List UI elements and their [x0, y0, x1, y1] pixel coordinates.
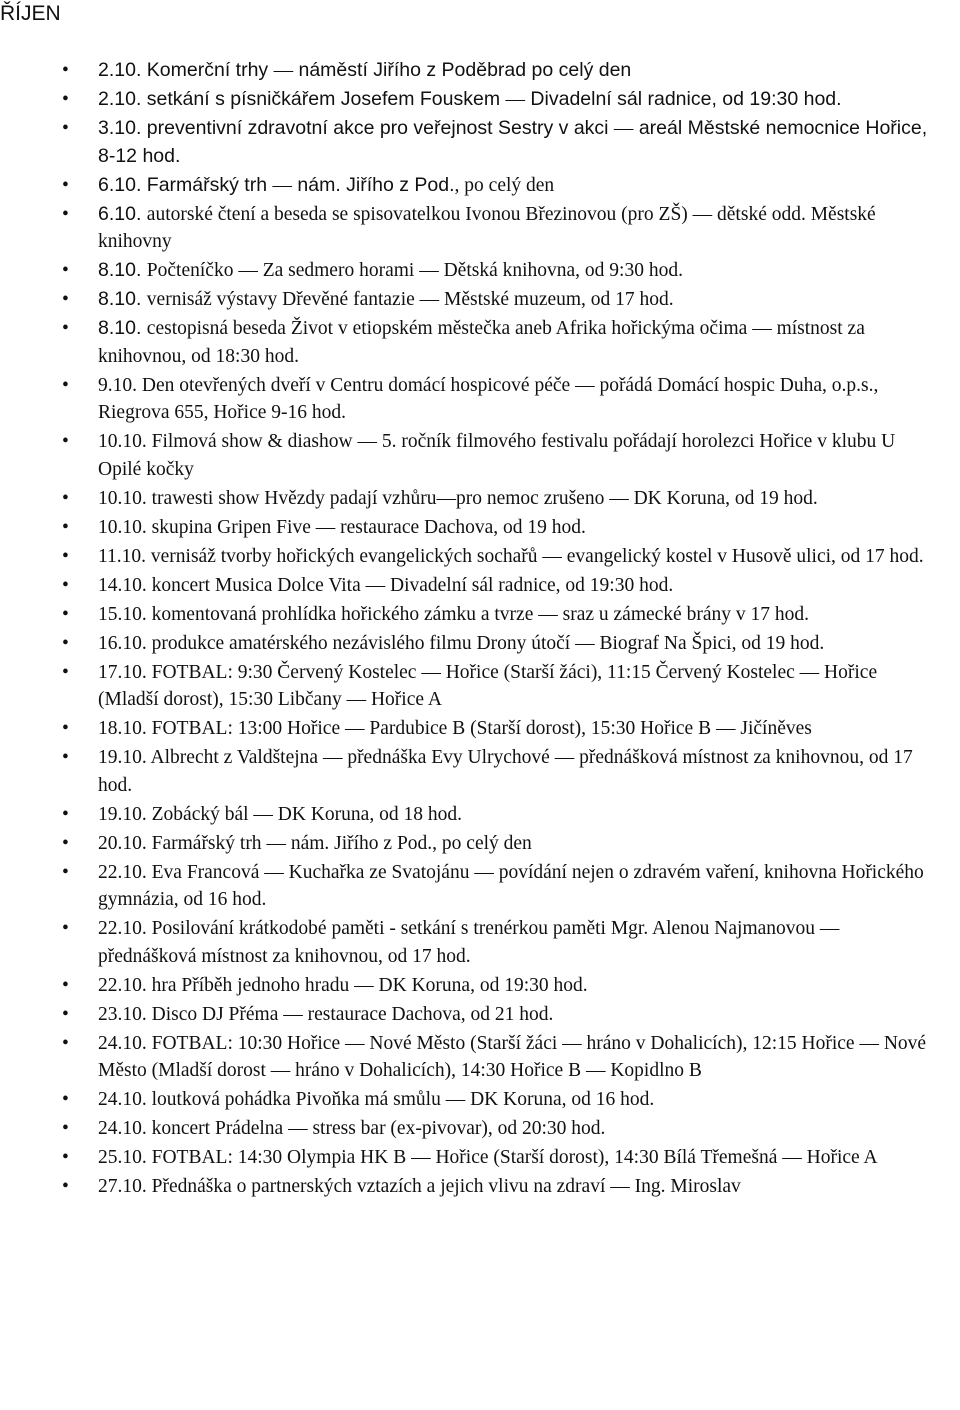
event-item — [0, 859, 960, 914]
event-text-segment: — — [270, 1060, 291, 1081]
event-text-segment: — — [610, 1176, 630, 1197]
event-text-segment: cestopisná beseda Život v etiopském městečka aneb Afrika hořickýma očima — [146, 318, 753, 339]
event-text-segment: — — [859, 1032, 879, 1054]
event-text-segment: — — [344, 1032, 365, 1054]
event-text — [98, 604, 809, 625]
event-text-segment: — — [613, 118, 634, 139]
event-text-segment: — — [273, 60, 294, 81]
bullet-icon: • — [62, 260, 69, 281]
bullet-icon: • — [62, 431, 69, 452]
event-text-segment: Biograf Na Špici, od 19 hod. — [594, 632, 825, 654]
bullet-icon: • — [62, 318, 69, 339]
event-item — [0, 372, 960, 427]
event-text — [98, 833, 532, 854]
bullet-icon: • — [62, 747, 69, 768]
event-text-segment: 20.10. Farmářský trh — [98, 832, 267, 854]
event-text-segment: 23.10. Disco DJ Přéma — [98, 1003, 284, 1025]
event-text-segment: 16.10. produkce amatérského nezávislého filmu Drony útočí — [98, 632, 576, 654]
event-text-segment: Pardubice B (Starší dorost), 15:30 Hořice B — [364, 718, 716, 739]
event-item — [0, 601, 960, 629]
event-text-segment: Nové Město (Starší žáci — [364, 1032, 563, 1054]
event-item — [0, 172, 960, 200]
event-text-segment: Ing. Miroslav — [629, 1176, 741, 1197]
event-text-segment: — — [542, 545, 562, 567]
event-text — [98, 1004, 553, 1025]
event-text-segment: 10.10. Filmová show & diashow — [98, 431, 358, 452]
event-item — [0, 972, 960, 1000]
event-text-segment: — — [421, 661, 441, 683]
event-text-segment: evangelický kostel v Husově ulici, od 17 hod. — [561, 545, 924, 567]
event-text-segment: 15.10. komentovaná prohlídka hořického zámku a tvrze — [98, 603, 539, 625]
event-text-segment: 2.10. setkání s písničkářem Josefem Fouskem — [98, 88, 506, 110]
bullet-icon: • — [62, 203, 69, 225]
event-text — [98, 662, 877, 711]
event-text — [98, 204, 876, 253]
event-text-segment: 22.10. Posilování krátkodobé paměti - setkání s trenérkou paměti Mgr. Alenou Najmanovou — [98, 918, 820, 939]
event-text — [98, 175, 554, 196]
bullet-icon: • — [62, 118, 69, 139]
bullet-icon: • — [62, 89, 69, 110]
event-text — [98, 289, 674, 310]
event-text-segment: Hořice (Mladší dorost), 15:30 Libčany — [98, 661, 878, 710]
event-text — [98, 517, 586, 538]
event-text-segment: přednáška Evy Ulrychové — [342, 747, 555, 768]
event-text-segment: — — [288, 1118, 308, 1139]
event-text-segment: 19.10. Zobácký bál — [98, 803, 254, 825]
event-text-segment: Divadelní sál radnice, od 19:30 hod. — [385, 574, 674, 596]
event-item — [0, 830, 960, 858]
event-item — [0, 57, 960, 85]
event-text-segment: — — [283, 1003, 303, 1025]
event-text — [98, 375, 878, 424]
bullet-icon: • — [62, 861, 69, 883]
event-text-segment: — — [346, 689, 367, 710]
event-text-segment: — — [692, 203, 713, 225]
event-item — [0, 630, 960, 658]
event-text-segment: 18.10. FOTBAL: 13:00 Hořice — [98, 718, 345, 739]
bullet-icon: • — [62, 661, 69, 683]
event-text — [98, 118, 927, 167]
event-text-segment: 2.10. Komerční trhy — [98, 59, 274, 81]
event-text-segment: nám. Jiřího z Pod., po celý den — [285, 832, 532, 854]
event-text-segment: — — [554, 747, 575, 768]
event-text-segment: 6.10. Farmářský trh — [98, 173, 273, 196]
event-text-segment: přednášková místnost za knihovnou, od 17 hod. — [98, 945, 471, 967]
event-text-segment: restaurace Dachova, od 21 hod. — [302, 1003, 554, 1025]
bullet-icon: • — [62, 974, 69, 996]
bullet-icon: • — [62, 60, 69, 81]
event-text-segment: přednášková místnost za knihovnou, od 17 hod. — [98, 747, 913, 796]
bullet-icon: • — [62, 632, 69, 654]
event-text-segment: pořádá Domácí hospic Duha, o.p.s., Riegrova 655, Hořice 9-16 hod. — [98, 374, 879, 423]
event-text-segment: Hořice A — [366, 689, 442, 710]
bullet-icon: • — [62, 918, 69, 939]
event-text-segment: — — [419, 260, 439, 281]
event-item — [0, 1030, 960, 1085]
event-text-segment: DK Koruna, od 19 hod. — [628, 487, 818, 509]
event-item — [0, 1001, 960, 1029]
event-text-segment: — — [315, 516, 336, 538]
event-text-segment: Městské muzeum, od 17 hod. — [439, 289, 674, 310]
event-text — [98, 1176, 741, 1197]
event-text-segment: , po celý den — [454, 174, 555, 196]
bullet-icon: • — [62, 1147, 69, 1168]
event-text-segment: 5. ročník filmového festivalu pořádají horolezci Hořice v klubu U Opilé kočky — [98, 431, 896, 480]
bullet-icon: • — [62, 1003, 69, 1025]
event-text-segment: Hořice (Starší žáci), 11:15 Červený Kostelec — [440, 661, 800, 683]
event-item — [0, 286, 960, 314]
event-text-segment: 22.10. Eva Francová — [98, 861, 265, 883]
event-item — [0, 485, 960, 513]
event-text-segment: — — [445, 1089, 466, 1110]
event-text — [98, 60, 631, 81]
event-text-segment: — — [575, 632, 595, 654]
event-item — [0, 201, 960, 256]
event-text-segment: Hořice A — [801, 1147, 878, 1168]
event-item — [0, 801, 960, 829]
event-text — [98, 546, 924, 567]
event-item — [0, 1144, 960, 1172]
event-text-segment: místnost za knihovnou, od 18:30 hod. — [98, 318, 865, 367]
event-text — [98, 1147, 878, 1168]
event-text-segment: — — [272, 174, 292, 196]
event-text-segment: — — [538, 603, 558, 625]
event-text-segment: 25.10. FOTBAL: 14:30 Olympia HK B — [98, 1147, 412, 1168]
event-item — [0, 315, 960, 370]
event-text-segment: 3.10. preventivní zdravotní akce pro veřejnost Sestry v akci — [98, 117, 614, 139]
event-text-segment: — — [782, 1147, 802, 1168]
bullet-icon: • — [62, 374, 69, 396]
event-text-segment: náměstí Jiřího z Poděbrad po celý den — [293, 59, 632, 81]
event-text-segment: 8.10. — [98, 259, 147, 281]
event-text-segment: — — [238, 260, 258, 281]
event-item — [0, 744, 960, 799]
event-text-segment: Divadelní sál radnice, od 19:30 hod. — [525, 88, 842, 110]
event-text-segment: — — [419, 289, 440, 310]
event-text-segment: 9.10. Den otevřených dveří v Centru domácí hospicové péče — [98, 374, 576, 396]
event-text — [98, 804, 462, 825]
event-text-segment: restaurace Dachova, od 19 hod. — [335, 516, 586, 538]
event-text-segment: 6.10. — [98, 202, 147, 225]
event-text-segment: povídání nejen o zdravém vaření, knihovna Hořického gymnázia, od 16 hod. — [98, 861, 924, 910]
bullet-icon: • — [62, 487, 69, 509]
event-item — [0, 715, 960, 743]
event-text-segment: — — [322, 747, 343, 768]
event-text-segment: 11.10. vernisáž tvorby hořických evangelických sochařů — [98, 545, 543, 567]
event-text — [98, 318, 865, 367]
event-text — [98, 1118, 605, 1139]
bullet-icon: • — [62, 832, 69, 854]
event-item — [0, 572, 960, 600]
event-item — [0, 257, 960, 285]
event-text — [98, 1033, 926, 1082]
bullet-icon: • — [62, 289, 69, 310]
event-text-segment: 10.10. trawesti show Hvězdy padají vzhůru — [98, 487, 437, 509]
event-item — [0, 514, 960, 542]
event-item — [0, 115, 960, 170]
event-text-segment: — — [585, 1060, 606, 1081]
event-text-segment: Počteníčko — [146, 260, 239, 281]
event-text-segment: — — [799, 661, 820, 683]
event-text-segment: — — [609, 487, 629, 509]
bullet-icon: • — [62, 174, 69, 196]
event-text — [98, 918, 839, 967]
event-text-segment: Hořice (Starší dorost), 14:30 Bílá Třemešná — [430, 1147, 783, 1168]
event-text-segment: dětské odd. Městské knihovny — [98, 203, 876, 252]
event-text-segment: 24.10. koncert Prádelna — [98, 1118, 289, 1139]
event-text-segment: areál Městské nemocnice Hořice, 8-12 hod. — [98, 117, 928, 167]
event-text-segment: — — [505, 89, 526, 110]
event-item — [0, 86, 960, 114]
event-text-segment: — — [354, 974, 374, 996]
event-text-segment: — — [266, 832, 286, 854]
event-text-segment: 24.10. FOTBAL: 10:30 Hořice — [98, 1032, 345, 1054]
event-text — [98, 975, 588, 996]
bullet-icon: • — [62, 603, 69, 625]
event-text — [98, 862, 924, 911]
event-text-segment: — — [575, 374, 595, 396]
event-text-segment: 8.10. — [98, 288, 147, 310]
event-text-segment: stress bar (ex-pivovar), od 20:30 hod. — [307, 1118, 606, 1139]
event-text-segment: autorské čtení a beseda se spisovatelkou Ivonou Březinovou (pro ZŠ) — [146, 203, 693, 225]
bullet-icon: • — [62, 803, 69, 825]
event-text — [98, 260, 683, 281]
bullet-icon: • — [62, 545, 69, 567]
event-text-segment: vernisáž výstavy Dřevěné fantazie — [146, 289, 420, 310]
event-text-segment: Dětská knihovna, od 9:30 hod. — [438, 260, 683, 281]
event-text-segment: nám. Jiřího z Pod. — [291, 173, 455, 196]
event-text-segment: 22.10. hra Příběh jednoho hradu — [98, 974, 355, 996]
event-text-segment: — — [253, 803, 273, 825]
event-text-segment: — — [752, 318, 772, 339]
event-text-segment: 14.10. koncert Musica Dolce Vita — [98, 574, 366, 596]
event-text — [98, 89, 842, 110]
event-text — [98, 488, 818, 509]
event-text — [98, 1089, 654, 1110]
bullet-icon: • — [62, 1089, 69, 1110]
event-text-segment: hráno v Dohalicích), 14:30 Hořice B — [290, 1060, 586, 1081]
event-text-segment: 17.10. FOTBAL: 9:30 Červený Kostelec — [98, 661, 422, 683]
event-item — [0, 543, 960, 571]
event-text — [98, 575, 673, 596]
event-text-segment: — — [411, 1147, 431, 1168]
event-text-segment: Kopidlno B — [605, 1060, 702, 1081]
bullet-icon: • — [62, 574, 69, 596]
event-text-segment: Kuchařka ze Svatojánu — [283, 861, 475, 883]
bullet-icon: • — [62, 1032, 69, 1054]
event-item — [0, 1086, 960, 1114]
event-text-segment: Za sedmero horami — [257, 260, 420, 281]
event-text-segment: 8.10. — [98, 317, 147, 339]
event-text-segment: Jičíněves — [735, 718, 812, 739]
event-text-segment: hráno v Dohalicích), 12:15 Hořice — [581, 1032, 860, 1054]
event-text-segment: Nové Město (Mladší dorost — [98, 1032, 927, 1081]
event-text-segment: DK Koruna, od 16 hod. — [465, 1089, 655, 1110]
event-text — [98, 633, 824, 654]
event-text-segment: — — [562, 1032, 582, 1054]
event-text-segment: — — [474, 861, 494, 883]
event-text-segment: — — [819, 918, 840, 939]
event-text — [98, 747, 913, 796]
event-text-segment: — — [357, 431, 377, 452]
event-text-segment: — — [436, 487, 456, 509]
bullet-icon: • — [62, 1176, 69, 1197]
event-item — [0, 659, 960, 714]
event-text-segment: 10.10. skupina Gripen Five — [98, 516, 316, 538]
bullet-icon: • — [62, 1118, 69, 1139]
event-text-segment: 24.10. loutková pohádka Pivoňka má smůlu — [98, 1089, 446, 1110]
event-item — [0, 1173, 960, 1201]
event-text-segment: — — [715, 718, 736, 739]
event-item — [0, 1115, 960, 1143]
bullet-icon: • — [62, 516, 69, 538]
event-text — [98, 718, 812, 739]
event-text-segment: 19.10. Albrecht z Valdštejna — [98, 747, 323, 768]
event-text-segment: — — [365, 574, 386, 596]
event-item — [0, 428, 960, 483]
event-text-segment: DK Koruna, od 19:30 hod. — [373, 974, 588, 996]
event-text-segment: — — [344, 718, 365, 739]
event-list — [0, 57, 960, 1202]
event-text-segment: — — [264, 861, 284, 883]
event-text-segment: pro nemoc zrušeno — [455, 487, 610, 509]
event-text — [98, 431, 895, 480]
event-text-segment: DK Koruna, od 18 hod. — [272, 803, 462, 825]
event-text-segment: 27.10. Přednáška o partnerských vztazích a jejich vlivu na zdraví — [98, 1176, 611, 1197]
event-text-segment: sraz u zámecké brány v 17 hod. — [557, 603, 809, 625]
bullet-icon: • — [62, 718, 69, 739]
month-heading: ŘÍJEN — [0, 2, 61, 25]
event-item — [0, 915, 960, 970]
